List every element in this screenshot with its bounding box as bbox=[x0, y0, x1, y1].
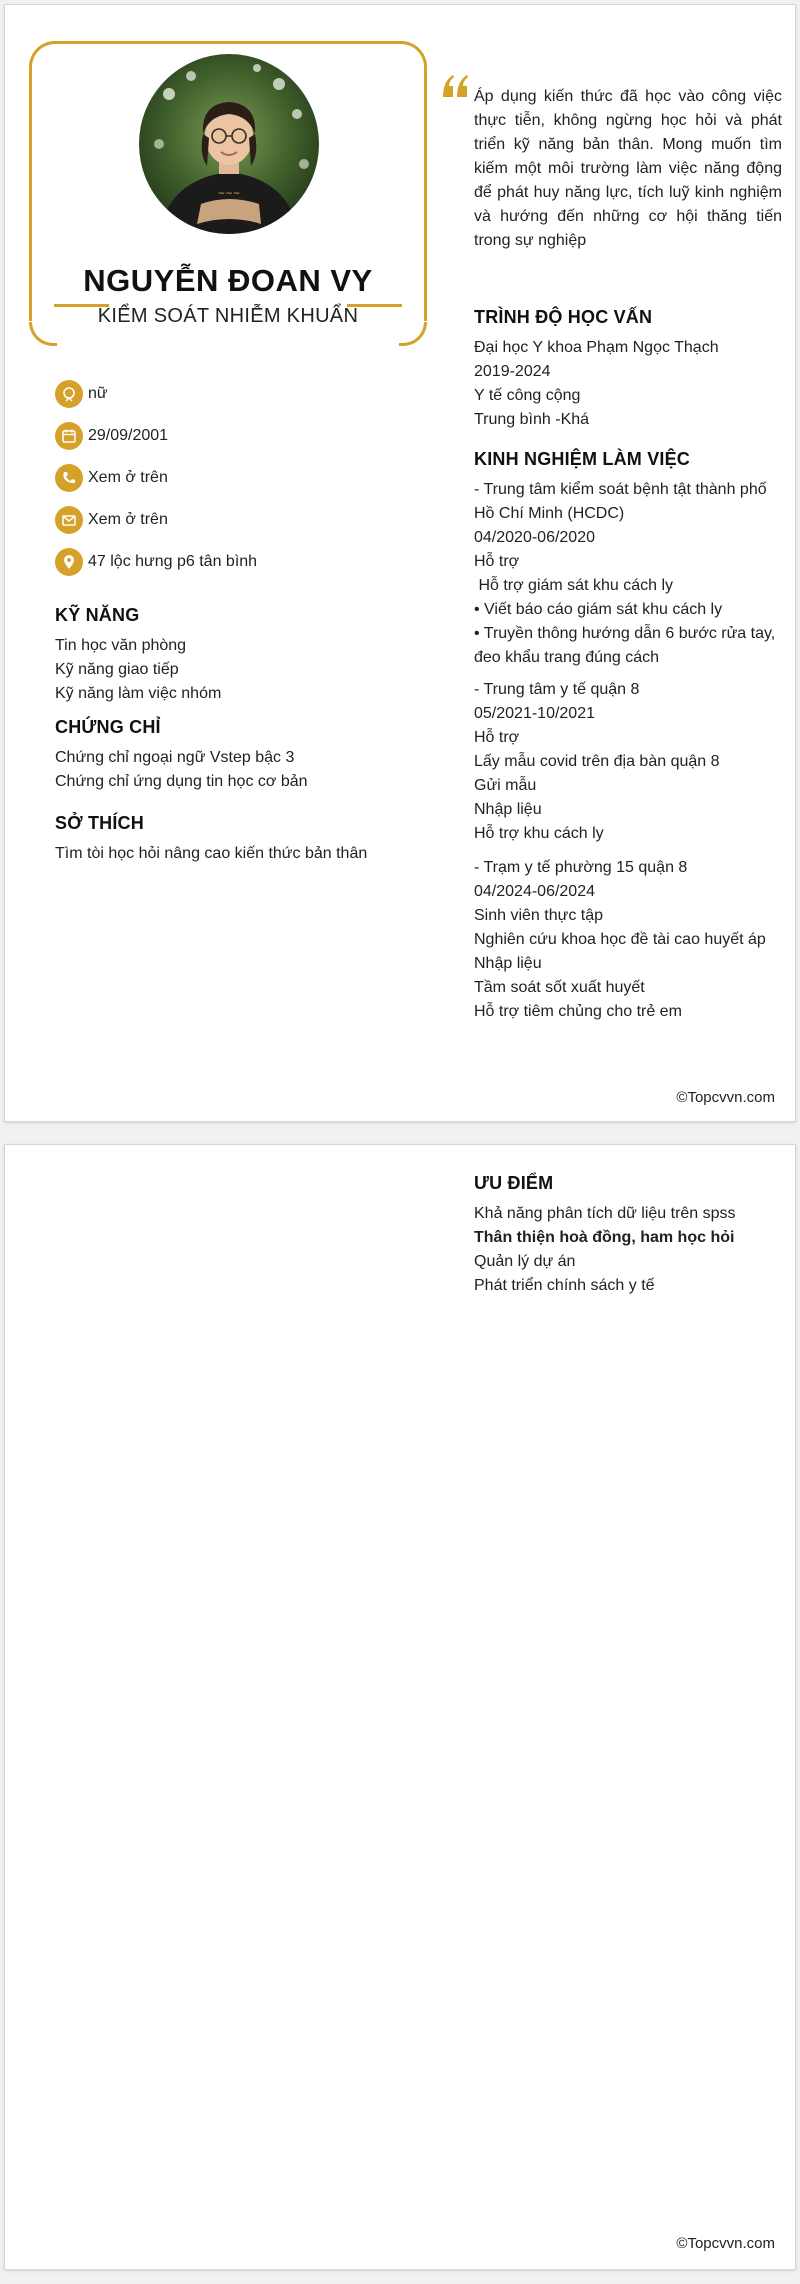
experience-line: 05/2021-10/2021 bbox=[474, 705, 595, 722]
experience-line: - Trung tâm kiểm soát bệnh tật thành phố bbox=[474, 481, 767, 498]
calendar-icon bbox=[55, 422, 83, 450]
footer-credit: ©Topcvvn.com bbox=[676, 1089, 775, 1106]
experience-line: Hỗ trợ tiêm chủng cho trẻ em bbox=[474, 1003, 682, 1020]
certificate-item: Chứng chỉ ứng dụng tin học cơ bản bbox=[55, 773, 308, 790]
experience-line: 04/2024-06/2024 bbox=[474, 883, 595, 900]
job-title: KIỂM SOÁT NHIỄM KHUẨN bbox=[97, 305, 359, 327]
phone-value: Xem ở trên bbox=[88, 469, 168, 486]
experience-line: Hỗ trợ bbox=[474, 553, 520, 570]
career-objective: Áp dụng kiến thức đã học vào công việc thực tiễn, không ngừng học hỏi và phát triển kỹ năng bản thân. Mong muốn tìm kiếm một môi trường làm việc năng động để phát huy năng lực, tích luỹ kinh nghiệm và hướng đến những cơ hội thăng tiến trong sự nghiệp bbox=[474, 88, 782, 249]
experience-line: - Trung tâm y tế quận 8 bbox=[474, 681, 640, 698]
experience-line: Gửi mẫu bbox=[474, 777, 537, 794]
experience-heading: KINH NGHIỆM LÀM VIỆC bbox=[474, 449, 691, 469]
location-pin-icon bbox=[55, 548, 83, 576]
gender-icon bbox=[55, 380, 83, 408]
contact-birthday bbox=[55, 421, 435, 451]
contact-phone bbox=[55, 463, 435, 493]
experience-line: Hồ Chí Minh (HCDC) bbox=[474, 505, 625, 522]
education-line: 2019-2024 bbox=[474, 363, 551, 380]
cv-page-1 bbox=[4, 4, 796, 1122]
experience-line: Hỗ trợ bbox=[474, 729, 520, 746]
strength-item: Thân thiện hoà đồng, ham học hỏi bbox=[474, 1229, 735, 1246]
strength-item: Phát triển chính sách y tế bbox=[474, 1277, 655, 1294]
experience-line: Nhập liệu bbox=[474, 955, 542, 972]
phone-icon bbox=[55, 464, 83, 492]
footer-credit: ©Topcvvn.com bbox=[676, 2235, 775, 2252]
cv-page-2 bbox=[4, 1144, 796, 2270]
skills-heading: KỸ NĂNG bbox=[55, 605, 140, 625]
email-value: Xem ở trên bbox=[88, 511, 168, 528]
quote-icon bbox=[441, 73, 471, 104]
education-line: Đại học Y khoa Phạm Ngọc Thạch bbox=[474, 339, 719, 356]
experience-line: Nhập liệu bbox=[474, 801, 542, 818]
skill-item: Kỹ năng giao tiếp bbox=[55, 661, 179, 678]
strength-item: Quản lý dự án bbox=[474, 1253, 576, 1270]
birthday-value: 29/09/2001 bbox=[88, 427, 169, 444]
experience-line: • Viết báo cáo giám sát khu cách ly bbox=[474, 601, 723, 618]
experience-line: Nghiên cứu khoa học đề tài cao huyết áp bbox=[474, 931, 766, 948]
gender-value: nữ bbox=[88, 385, 108, 402]
strengths-heading: ƯU ĐIỂM bbox=[474, 1173, 554, 1193]
email-icon bbox=[55, 506, 83, 534]
certificates-heading: CHỨNG CHỈ bbox=[55, 717, 161, 737]
certificate-item: Chứng chỉ ngoại ngữ Vstep bậc 3 bbox=[55, 749, 295, 766]
hobby-item: Tìm tòi học hỏi nâng cao kiến thức bản thân bbox=[55, 845, 368, 862]
education-line: Y tế công cộng bbox=[474, 387, 581, 404]
experience-line: - Trạm y tế phường 15 quận 8 bbox=[474, 859, 688, 876]
hobbies-heading: SỞ THÍCH bbox=[55, 813, 144, 833]
candidate-name: NGUYỄN ĐOAN VY bbox=[83, 263, 373, 298]
strength-item: Khả năng phân tích dữ liệu trên spss bbox=[474, 1205, 736, 1222]
svg-text:~~~: ~~~ bbox=[217, 189, 241, 199]
experience-line: • Truyền thông hướng dẫn 6 bước rửa tay, bbox=[474, 625, 776, 642]
experience-line: 04/2020-06/2020 bbox=[474, 529, 595, 546]
education-heading: TRÌNH ĐỘ HỌC VẤN bbox=[474, 307, 653, 327]
profile-photo bbox=[139, 54, 319, 234]
contact-email bbox=[55, 505, 435, 535]
education-line: Trung bình -Khá bbox=[474, 411, 590, 428]
skill-item: Kỹ năng làm việc nhóm bbox=[55, 685, 222, 702]
experience-line: Tầm soát sốt xuất huyết bbox=[474, 979, 645, 996]
experience-line: Hỗ trợ giám sát khu cách ly bbox=[474, 577, 674, 594]
contact-address bbox=[55, 547, 435, 577]
experience-line: đeo khẩu trang đúng cách bbox=[474, 649, 660, 666]
address-value: 47 lộc hưng p6 tân bình bbox=[88, 553, 258, 570]
experience-line: Lấy mẫu covid trên địa bàn quận 8 bbox=[474, 753, 720, 770]
experience-line: Sinh viên thực tập bbox=[474, 907, 604, 924]
skill-item: Tin học văn phòng bbox=[55, 637, 187, 654]
experience-line: Hỗ trợ khu cách ly bbox=[474, 825, 604, 842]
contact-gender bbox=[55, 379, 435, 409]
